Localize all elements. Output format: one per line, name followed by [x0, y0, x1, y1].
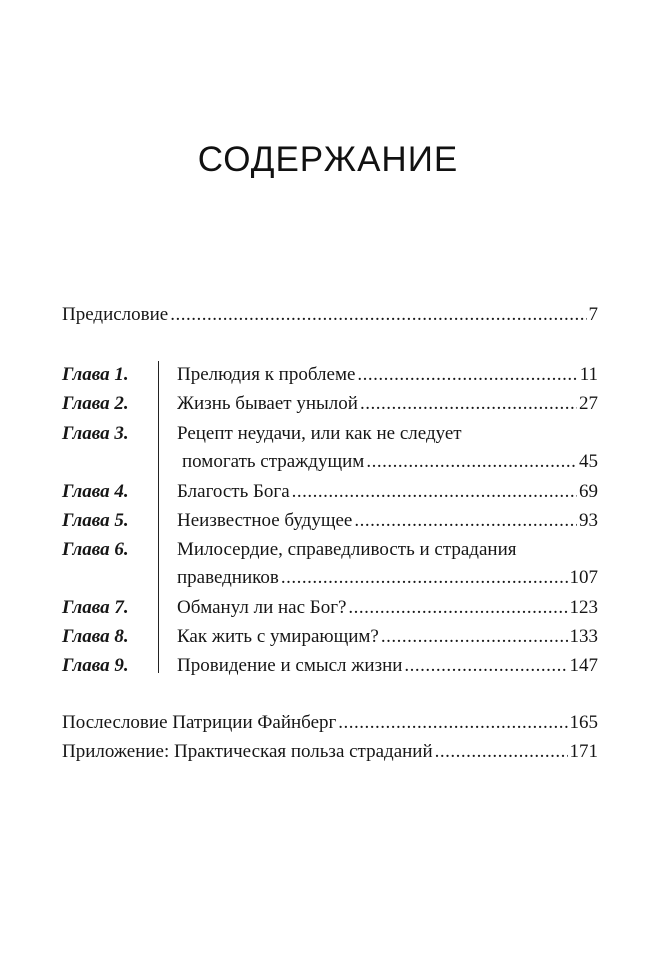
page-title: СОДЕРЖАНИЕ — [197, 140, 459, 179]
chapter-label: Глава 1. — [62, 364, 129, 385]
entry-page-number: 11 — [579, 364, 598, 385]
entry-title: помогать страждущим — [182, 451, 365, 472]
entry-title: Жизнь бывает унылой — [177, 393, 358, 414]
toc-entry-chapter-1 — [177, 363, 598, 387]
dot-leader — [381, 625, 568, 649]
entry-page-number: 165 — [569, 712, 598, 733]
toc-entry-preface — [62, 303, 598, 327]
entry-page-number: 123 — [569, 597, 598, 618]
toc-entry-chapter-7 — [177, 596, 598, 620]
toc-entry-chapter-6 — [177, 566, 598, 590]
chapter-label: Глава 2. — [62, 393, 129, 414]
chapter-label: Глава 3. — [62, 423, 129, 444]
toc-entry-chapter-4 — [177, 480, 598, 504]
entry-title-line1: Рецепт неудачи, или как не следует — [177, 423, 462, 444]
entry-title: Неизвестное будущее — [177, 510, 353, 531]
entry-title: Как жить с умирающим? — [177, 626, 379, 647]
entry-title: Провидение и смысл жизни — [177, 655, 403, 676]
dot-leader — [354, 509, 577, 533]
entry-page-number: 133 — [569, 626, 598, 647]
dot-leader — [338, 711, 567, 735]
entry-title: Благость Бога — [177, 481, 290, 502]
dot-leader — [360, 392, 577, 416]
entry-page-number: 69 — [579, 481, 598, 502]
entry-title: Обманул ли нас Бог? — [177, 597, 347, 618]
toc-entry-chapter-2 — [177, 392, 598, 416]
dot-leader — [170, 303, 586, 327]
entry-page-number: 107 — [569, 567, 598, 588]
toc-entry-chapter-3 — [182, 450, 598, 474]
entry-page-number: 171 — [569, 741, 598, 762]
dot-leader — [435, 740, 568, 764]
entry-title: праведников — [177, 567, 279, 588]
toc-entry-chapter-8 — [177, 625, 598, 649]
entry-page-number: 93 — [579, 510, 598, 531]
toc-entry-chapter-9 — [177, 654, 598, 678]
chapter-divider-line — [158, 361, 159, 673]
entry-page-number: 7 — [588, 304, 598, 325]
entry-title: Прелюдия к проблеме — [177, 364, 356, 385]
entry-page-number: 45 — [579, 451, 598, 472]
dot-leader — [281, 566, 568, 590]
dot-leader — [404, 654, 567, 678]
toc-entry-afterword — [62, 711, 598, 735]
entry-title: Приложение: Практическая польза страданий — [62, 741, 433, 762]
dot-leader — [292, 480, 577, 504]
chapter-label: Глава 9. — [62, 655, 129, 676]
dot-leader — [366, 450, 577, 474]
entry-title: Предисловие — [62, 304, 169, 325]
toc-entry-chapter-5 — [177, 509, 598, 533]
chapter-label: Глава 4. — [62, 481, 129, 502]
chapter-label: Глава 5. — [62, 510, 129, 531]
entry-page-number: 147 — [569, 655, 598, 676]
chapter-label: Глава 6. — [62, 539, 129, 560]
dot-leader — [348, 596, 567, 620]
entry-page-number: 27 — [579, 393, 598, 414]
toc-entry-appendix — [62, 740, 598, 764]
entry-title: Послесловие Патриции Файнберг — [62, 712, 337, 733]
chapter-label: Глава 7. — [62, 597, 129, 618]
dot-leader — [357, 363, 577, 387]
entry-title-line1: Милосердие, справедливость и страдания — [177, 539, 517, 560]
chapter-label: Глава 8. — [62, 626, 129, 647]
